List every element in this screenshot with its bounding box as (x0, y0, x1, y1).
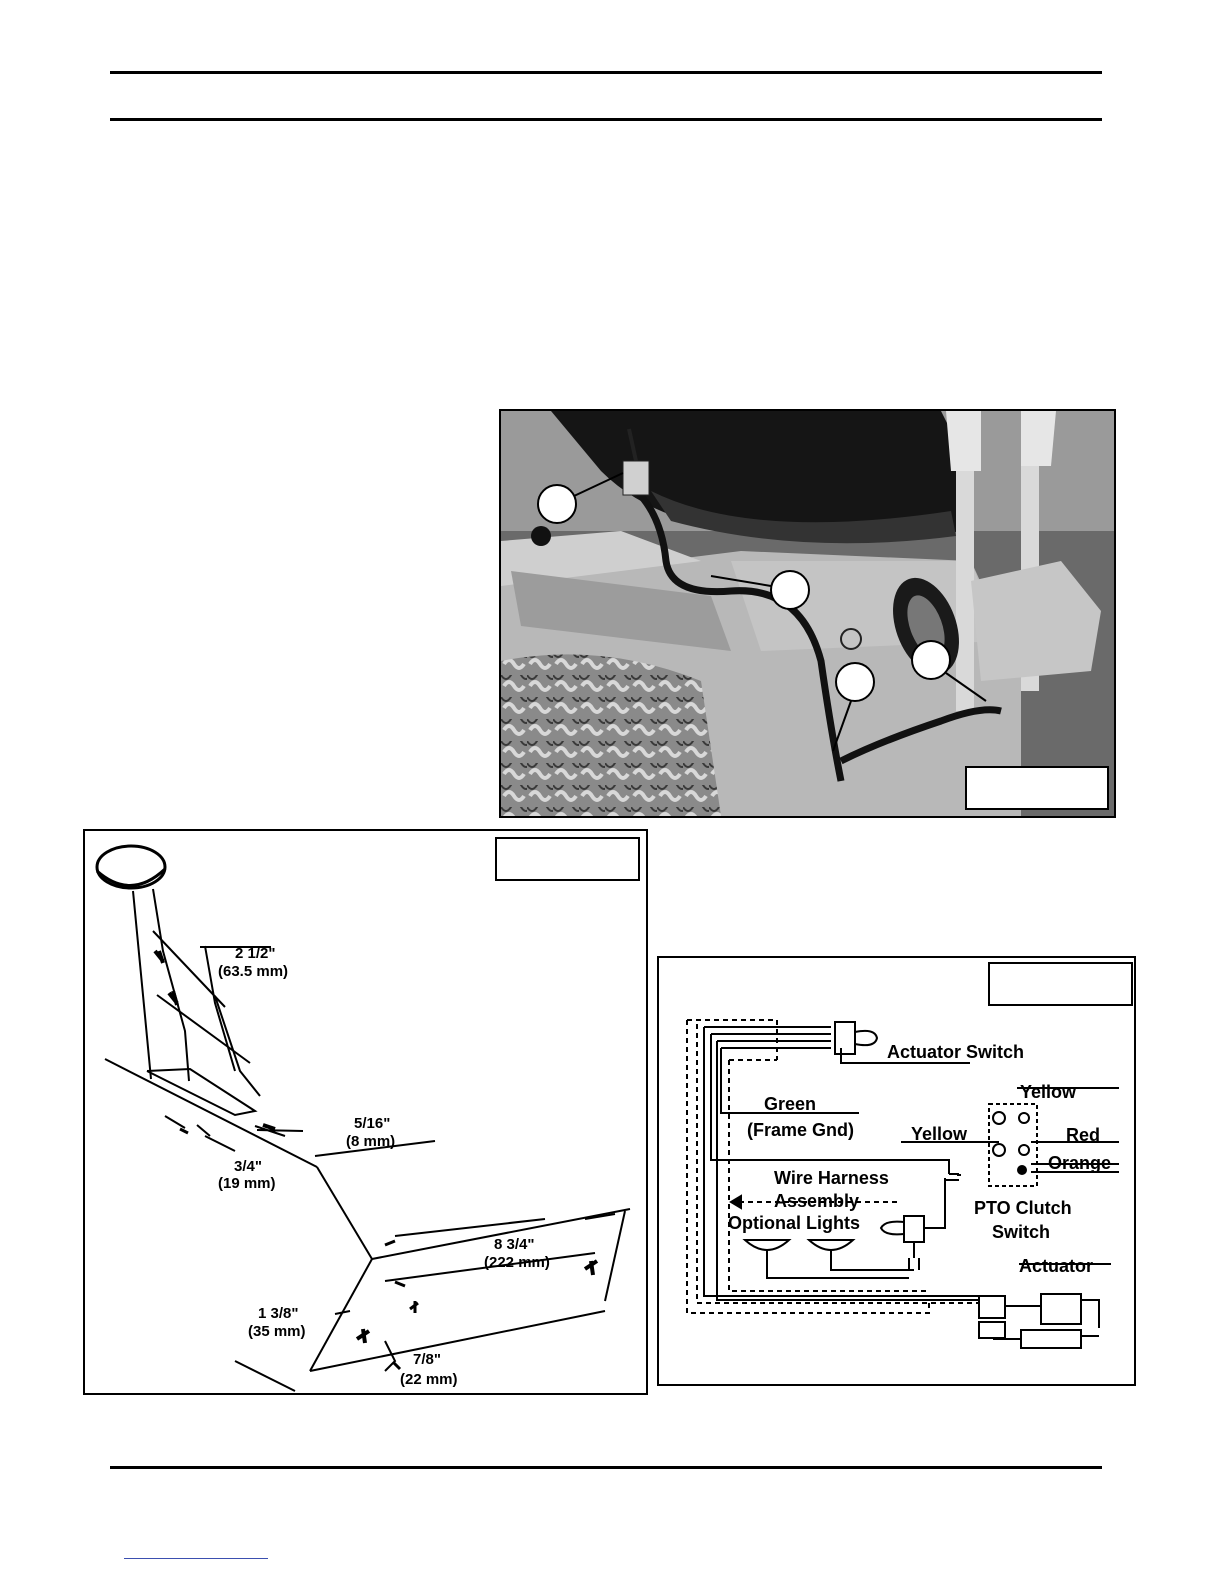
label-yellow-left: Yellow (911, 1124, 968, 1144)
dim-top-mm: (63.5 mm) (218, 963, 289, 980)
dim-bottom-mm: (22 mm) (400, 1371, 458, 1388)
label-red: Red (1066, 1125, 1101, 1145)
bracket-drawing (83, 829, 648, 1395)
header-rule-top (110, 71, 1102, 74)
label-switch: Switch (992, 1222, 1051, 1242)
dim-width-in: 3/4" (234, 1158, 262, 1175)
bracket-dimension-labels (85, 831, 646, 1393)
mower-photo-illustration (501, 411, 1114, 816)
dim-slot-mm: (8 mm) (346, 1133, 396, 1150)
mower-photo (499, 409, 1116, 818)
label-wire-harness: Wire Harness (774, 1168, 889, 1188)
dim-top-in: 2 1/2" (235, 945, 276, 962)
wiring-diagram (657, 956, 1136, 1386)
header-rule-bottom (110, 118, 1102, 121)
label-pto-clutch: PTO Clutch (974, 1198, 1072, 1218)
callout-circle-4 (912, 641, 950, 679)
label-assembly: Assembly (774, 1191, 860, 1211)
callout-circle-2 (771, 571, 809, 609)
footer-rule (110, 1466, 1102, 1469)
label-orange: Orange (1048, 1153, 1112, 1173)
label-actuator-switch: Actuator Switch (887, 1042, 1025, 1062)
callout-circle-1 (538, 485, 576, 523)
label-frame-gnd: (Frame Gnd) (747, 1120, 855, 1140)
dim-width-mm: (19 mm) (218, 1175, 276, 1192)
dim-edge-mm: (35 mm) (248, 1323, 306, 1340)
label-actuator: Actuator (1019, 1256, 1094, 1276)
footer-link-underline[interactable] (124, 1558, 268, 1559)
dim-length-in: 8 3/4" (494, 1236, 535, 1253)
dim-length-mm: (222 mm) (484, 1254, 550, 1271)
dim-slot-in: 5/16" (354, 1115, 391, 1132)
photo-figure-label-box (965, 766, 1109, 810)
label-yellow-top: Yellow (1020, 1082, 1077, 1102)
wiring-labels (659, 958, 1134, 1384)
dim-edge-in: 1 3/8" (258, 1305, 299, 1322)
dim-bottom-in: 7/8" (413, 1351, 441, 1368)
label-green: Green (764, 1094, 817, 1114)
label-optional-lights: Optional Lights (728, 1213, 860, 1233)
callout-circle-3 (836, 663, 874, 701)
